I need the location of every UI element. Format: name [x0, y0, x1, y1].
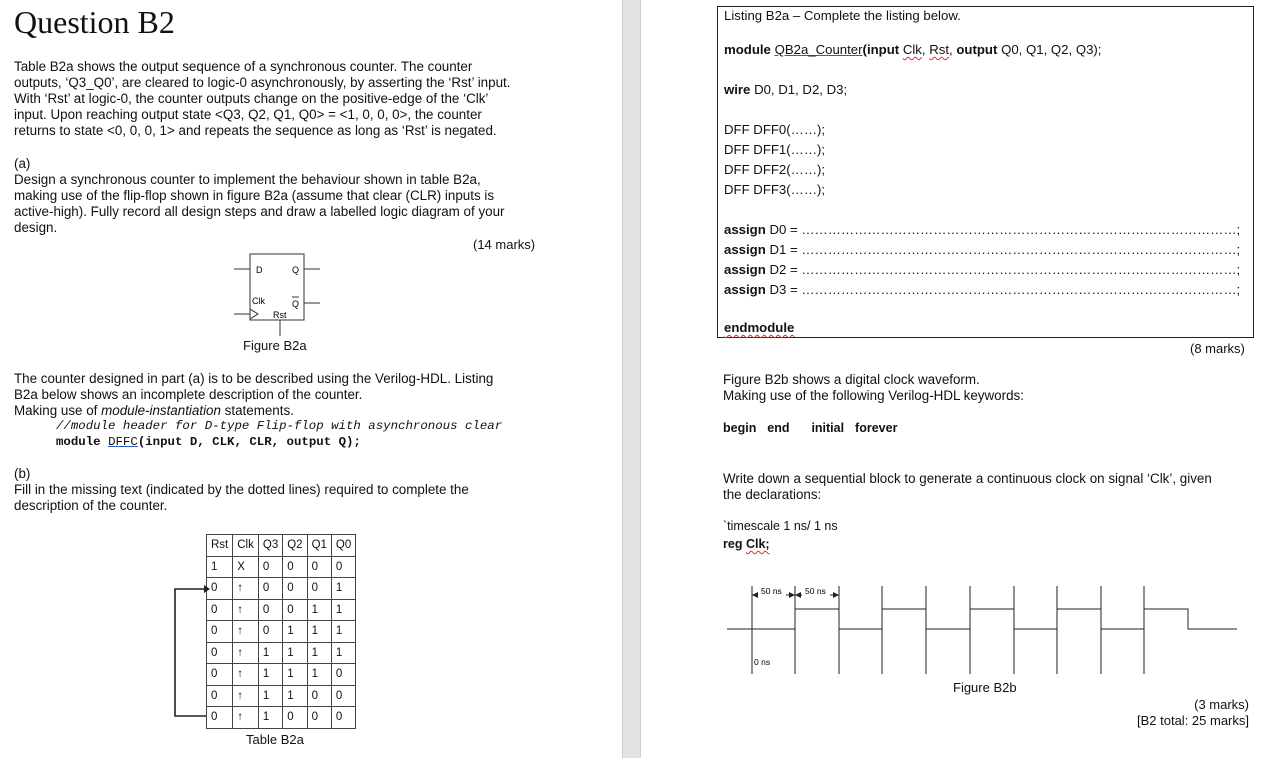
table-cell: ↑	[233, 685, 259, 707]
table-cell: 1	[331, 599, 355, 621]
table-row	[207, 556, 356, 578]
table-row	[207, 621, 356, 643]
reg-declaration: reg Clk;	[723, 537, 770, 551]
table-cell: X	[233, 556, 259, 578]
dff3-line: DFF DFF3(……);	[724, 182, 826, 197]
table-row	[207, 685, 356, 707]
table-cell: 0	[307, 707, 331, 729]
table-cell: 0	[258, 599, 282, 621]
part-c-marks: (3 marks)	[1194, 697, 1249, 712]
table-row	[207, 707, 356, 729]
part-b-text: (b) Fill in the missing text (indicated by the dotted lines) required to complete the description of the counter.	[14, 466, 469, 513]
table-cell: 0	[331, 664, 355, 686]
verilog-keywords: begin end initial forever	[723, 421, 898, 435]
table-cell: ↑	[233, 664, 259, 686]
assign-d1-line: assign D1 = ………………………………………………………………………………………;	[724, 242, 1241, 257]
verilog-intro: The counter designed in part (a) is to be described using the Verilog-HDL. Listing B2a below shows an incomplete description of the counter. Making use of module-instantiation statements.	[14, 371, 494, 418]
table-cell: 1	[307, 642, 331, 664]
header-rst: Rst	[207, 535, 233, 557]
table-cell: ↑	[233, 621, 259, 643]
table-cell: 1	[258, 707, 282, 729]
table-cell: 0	[307, 685, 331, 707]
assign-d3-line: assign D3 = ………………………………………………………………………………………;	[724, 282, 1241, 297]
header-q0: Q0	[331, 535, 355, 557]
wave-start-label: 0 ns	[754, 657, 771, 667]
question-total-marks: [B2 total: 25 marks]	[1137, 713, 1249, 728]
header-q1: Q1	[307, 535, 331, 557]
table-cell: 0	[258, 556, 282, 578]
listing-marks: (8 marks)	[1190, 341, 1245, 356]
table-cell: 0	[258, 621, 282, 643]
listing-module-line: module QB2a_Counter(input Clk, Rst, output Q0, Q1, Q2, Q3);	[724, 42, 1102, 57]
table-cell: 1	[207, 556, 233, 578]
table-cell: ↑	[233, 642, 259, 664]
table-cell: 0	[307, 556, 331, 578]
table-cell: ↑	[233, 707, 259, 729]
table-cell: 0	[283, 599, 307, 621]
repeat-arrow	[170, 580, 210, 720]
ff-qbar-label: Q	[292, 299, 300, 309]
dff0-line: DFF DFF0(……);	[724, 122, 826, 137]
table-cell: 0	[283, 707, 307, 729]
part-a-marks: (14 marks)	[473, 237, 536, 252]
write-instruction: Write down a sequential block to generate a continuous clock on signal ‘Clk’, given the declarations:	[723, 471, 1212, 502]
endmodule-line: endmodule	[724, 320, 795, 335]
listing-b2a-box	[717, 6, 1254, 338]
table-cell: 1	[307, 664, 331, 686]
code-module-header: module DFFC(input D, CLK, CLR, output Q);	[56, 435, 361, 449]
table-cell: 0	[283, 578, 307, 600]
table-cell: 0	[331, 685, 355, 707]
listing-wire-line: wire D0, D1, D2, D3;	[724, 82, 848, 97]
table-cell: 0	[307, 578, 331, 600]
table-row	[207, 599, 356, 621]
table-cell: 0	[207, 599, 233, 621]
table-cell: 0	[207, 685, 233, 707]
table-cell: 1	[331, 578, 355, 600]
table-cell: 0	[207, 621, 233, 643]
table-cell: 1	[283, 664, 307, 686]
table-cell: 1	[283, 621, 307, 643]
page-title: Question B2	[14, 4, 175, 40]
table-cell: 0	[207, 707, 233, 729]
table-row	[207, 578, 356, 600]
dff1-line: DFF DFF1(……);	[724, 142, 826, 157]
table-cell: 1	[331, 621, 355, 643]
table-cell: 0	[331, 556, 355, 578]
table-row	[207, 642, 356, 664]
assign-d2-line: assign D2 = ………………………………………………………………………………………;	[724, 262, 1241, 277]
table-cell: 1	[258, 664, 282, 686]
header-clk: Clk	[233, 535, 259, 557]
wave-label-high: 50 ns	[761, 586, 782, 596]
dff-symbol-figure	[230, 248, 330, 338]
assign-d0-line: assign D0 = ………………………………………………………………………………………;	[724, 222, 1241, 237]
ff-d-label: D	[256, 265, 263, 275]
intro-paragraph: Table B2a shows the output sequence of a synchronous counter. The counter outputs, ‘Q3_Q0’, are cleared to logic-0 asynchronously, by asserting the ‘Rst’ input. With ‘Rst’ at logic-0, the counter outputs change on the positive-edge of the ‘Clk’ input. Upon reaching output state <Q3, Q2, Q1, Q0> = <1, 0, 0, 0>, the counter returns to state <0, 0, 0, 1> and repeats the sequence as long as ‘Rst’ is negated.	[14, 59, 511, 138]
timescale-line: `timescale 1 ns/ 1 ns	[723, 519, 838, 533]
table-cell: 0	[207, 578, 233, 600]
table-cell: 0	[331, 707, 355, 729]
table-cell: 1	[307, 599, 331, 621]
table-header-row	[207, 535, 356, 557]
table-cell: 0	[283, 556, 307, 578]
listing-title: Listing B2a – Complete the listing below.	[724, 8, 961, 23]
figure-b2b-caption: Figure B2b	[953, 680, 1017, 695]
table-cell: 1	[331, 642, 355, 664]
header-q2: Q2	[283, 535, 307, 557]
table-cell: 0	[258, 578, 282, 600]
table-cell: ↑	[233, 578, 259, 600]
table-cell: 1	[307, 621, 331, 643]
clock-waveform-figure	[722, 580, 1247, 680]
figure-b2b-intro: Figure B2b shows a digital clock waveform. Making use of the following Verilog-HDL keywords:	[723, 372, 1024, 403]
counter-sequence-table	[206, 534, 356, 729]
table-cell: 1	[258, 685, 282, 707]
table-cell: 0	[207, 642, 233, 664]
figure-b2a-caption: Figure B2a	[243, 338, 307, 353]
page-divider	[622, 0, 641, 758]
dff2-line: DFF DFF2(……);	[724, 162, 826, 177]
table-cell: 0	[207, 664, 233, 686]
ff-clk-label: Clk	[252, 296, 265, 306]
table-cell: 1	[258, 642, 282, 664]
table-cell: 1	[283, 685, 307, 707]
table-row	[207, 664, 356, 686]
table-cell: 1	[283, 642, 307, 664]
code-comment: //module header for D-type Flip-flop with asynchronous clear	[56, 419, 503, 433]
ff-rst-label: Rst	[273, 310, 287, 320]
header-q3: Q3	[258, 535, 282, 557]
table-b2a-caption: Table B2a	[246, 732, 304, 747]
table-cell: ↑	[233, 599, 259, 621]
wave-label-low: 50 ns	[805, 586, 826, 596]
ff-q-label: Q	[292, 265, 300, 275]
part-a-text: (a) Design a synchronous counter to implement the behaviour shown in table B2a, making use of the flip-flop shown in figure B2a (assume that clear (CLR) inputs is active-high). Fully record all design steps and draw a labelled logic diagram of your design.	[14, 156, 505, 235]
